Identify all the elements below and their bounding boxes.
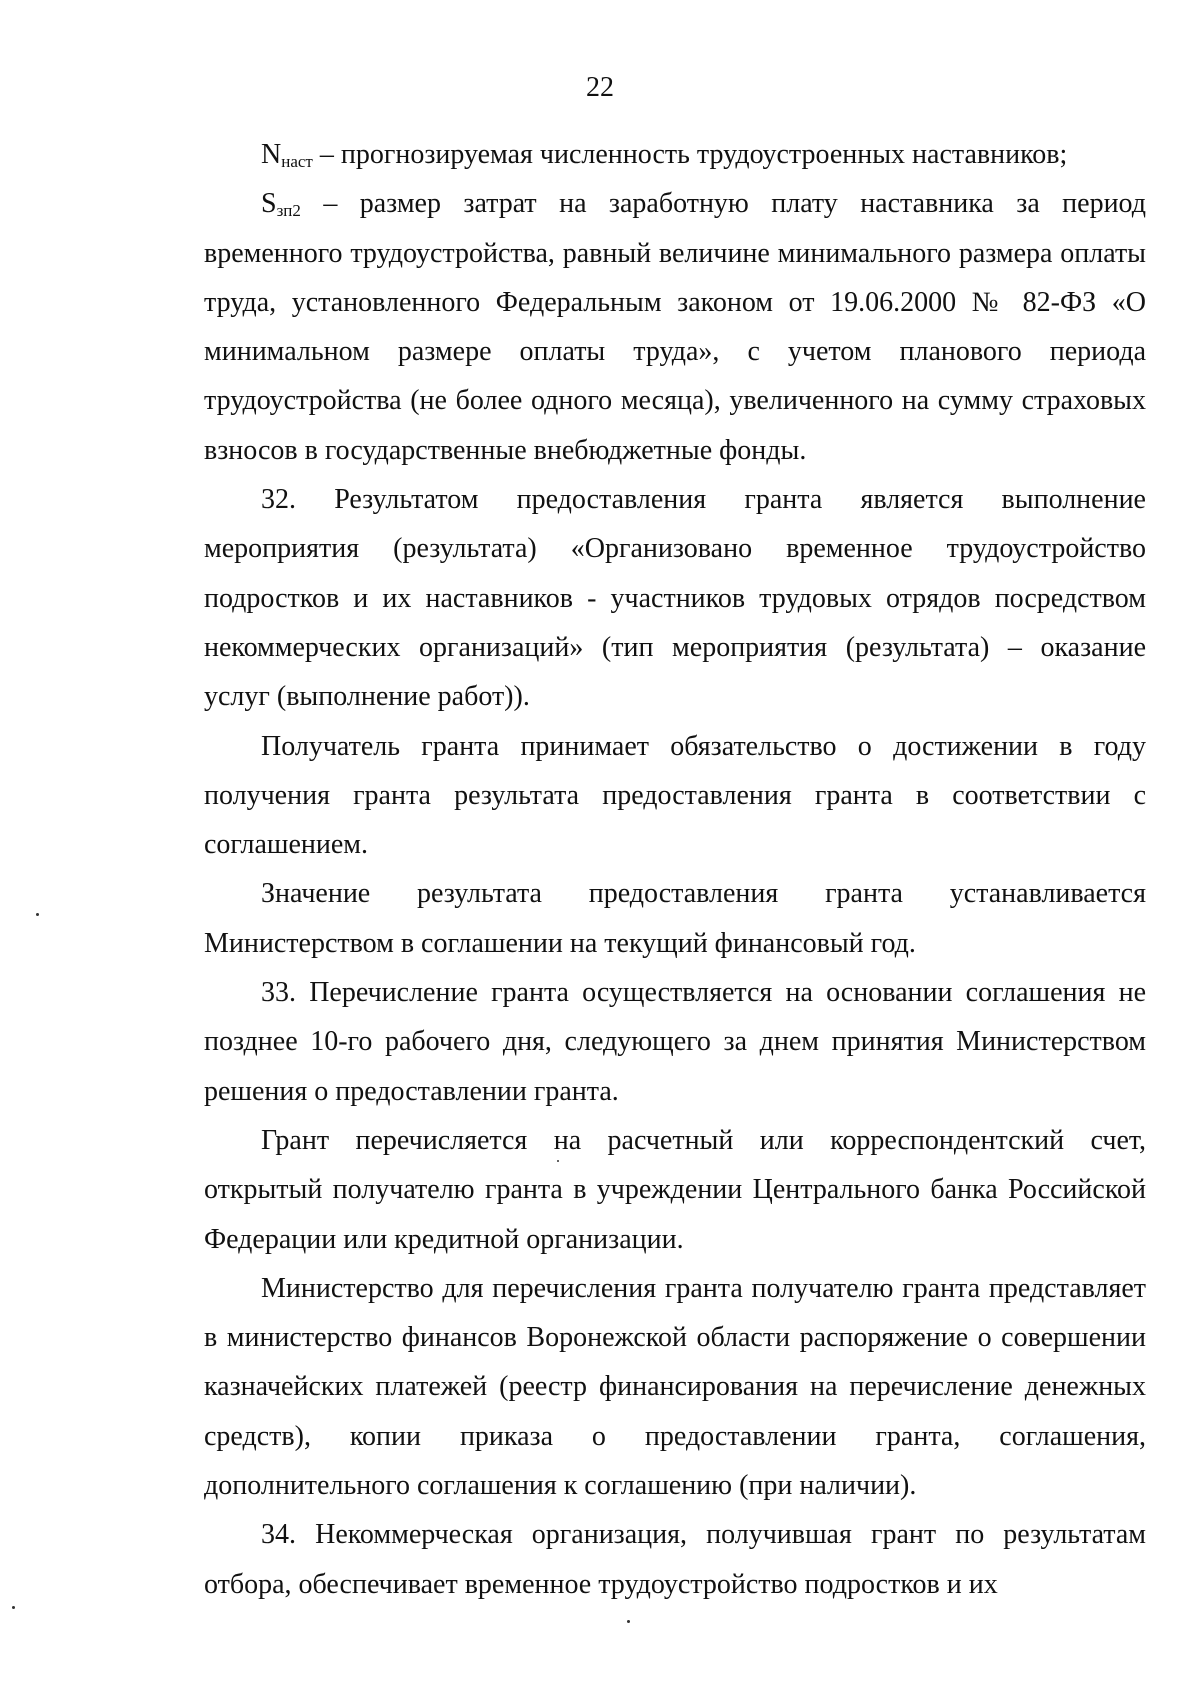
definition-s-zp2	[204, 179, 1146, 475]
definition-text: – прогнозируемая численность трудоустроенных наставников;	[312, 139, 1068, 170]
document-body	[204, 130, 1146, 1609]
scan-speck	[557, 1160, 559, 1162]
paragraph-obligation: Получатель гранта принимает обязательство о достижении в году получения гранта результата предоставления гранта в соответствии с соглашением.	[204, 730, 1146, 861]
paragraph-transfer-account: Грант перечисляется на расчетный или корреспондентский счет, открытый получателю гранта в учреждении Центрального банка Российской Федерации или кредитной организации.	[204, 1124, 1146, 1255]
definition-text: – размер затрат на заработную плату наставника за период временного трудоустройства, равный величине минимального размера оплаты труда, установленного Федеральным законом от 19.06.2000 № 82-ФЗ «О минимальном размере оплаты труда», с учетом планового периода трудоустройства (не более одного месяца), увеличенного на сумму страховых взносов в государственные внебюджетные фонды.	[204, 188, 1146, 466]
paragraph-34: 34. Некоммерческая организация, получившая грант по результатам отбора, обеспечивает временное трудоустройство подростков и их	[204, 1519, 1146, 1600]
scan-speck	[627, 1620, 630, 1623]
paragraph-32: 32. Результатом предоставления гранта является выполнение мероприятия (результата) «Организовано временное трудоустройство подростков и их наставников - участников трудовых отрядов посредством некоммерческих организаций» (тип мероприятия (результата) – оказание услуг (выполнение работ)).	[204, 484, 1146, 713]
paragraph-33: 33. Перечисление гранта осуществляется на основании соглашения не позднее 10-го рабочего дня, следующего за днем принятия Министерством решения о предоставлении гранта.	[204, 977, 1146, 1107]
scan-speck	[36, 913, 39, 916]
page-number: 22	[586, 72, 614, 103]
subscript: зп2	[276, 201, 301, 221]
symbol: N	[261, 139, 282, 170]
scan-speck	[12, 1606, 15, 1609]
definition-n-nast	[204, 130, 1146, 179]
paragraph-result-value: Значение результата предоставления гранта устанавливается Министерством в соглашении на текущий финансовый год.	[204, 878, 1146, 959]
paragraph-ministry-order: Министерство для перечисления гранта получателю гранта представляет в министерство финансов Воронежской области распоряжение о совершении казначейских платежей (реестр финансирования на перечисление денежных средств), копии приказа о предоставлении гранта, соглашения, дополнительного соглашения к соглашению (при наличии).	[204, 1272, 1146, 1502]
subscript: наст	[281, 152, 313, 171]
symbol: S	[261, 188, 277, 220]
